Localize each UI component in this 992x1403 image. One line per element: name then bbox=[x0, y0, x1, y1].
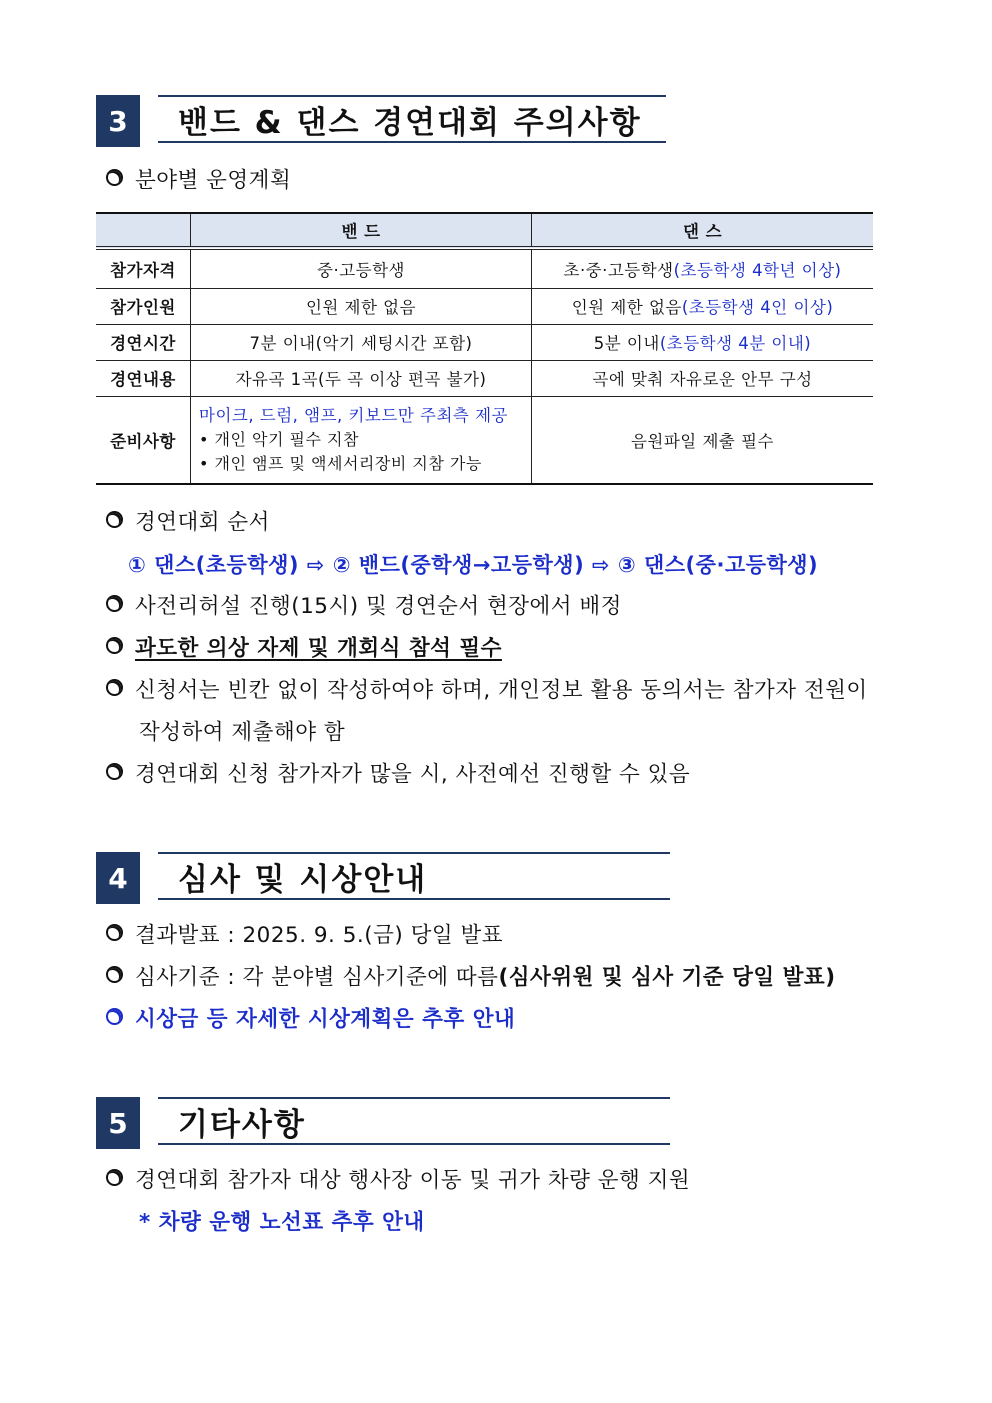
section-number: 4 bbox=[96, 852, 140, 904]
band-cell: 인원 제한 없음 bbox=[191, 288, 532, 324]
circle-bullet-icon bbox=[106, 169, 123, 186]
section-title: 심사 및 시상안내 bbox=[158, 852, 670, 900]
circle-bullet-icon bbox=[106, 511, 123, 528]
dance-cell: 초·중·고등학생(초등학생 4학년 이상) bbox=[532, 248, 874, 288]
route-note: * 차량 운행 노선표 추후 안내 bbox=[139, 1210, 425, 1235]
section-title: 기타사항 bbox=[158, 1097, 670, 1145]
application-note-cont: 작성하여 제출해야 함 bbox=[139, 720, 346, 745]
table-header-cell: 댄 스 bbox=[532, 213, 874, 248]
application-note: 신청서는 빈칸 없이 작성하여야 하며, 개인정보 활용 동의서는 참가자 전원이 bbox=[106, 676, 868, 706]
row-key: 참가자격 bbox=[96, 248, 191, 288]
table-header-cell: 밴 드 bbox=[191, 213, 532, 248]
section-number: 3 bbox=[96, 95, 140, 147]
circle-bullet-icon bbox=[106, 924, 123, 941]
circle-bullet-icon bbox=[106, 1008, 123, 1025]
table-row bbox=[96, 324, 873, 360]
row-key: 준비사항 bbox=[96, 396, 191, 484]
order-sequence: ① 댄스(초등학생) ⇨ ② 밴드(중학생→고등학생) ⇨ ③ 댄스(중·고등학생) bbox=[128, 553, 819, 577]
band-cell: 중·고등학생 bbox=[191, 248, 532, 288]
transport-note: 경연대회 참가자 대상 행사장 이동 및 귀가 차량 운행 지원 bbox=[106, 1166, 690, 1196]
dance-cell: 5분 이내(초등학생 4분 이내) bbox=[532, 324, 874, 360]
circle-bullet-icon bbox=[106, 637, 123, 654]
circle-bullet-icon bbox=[106, 763, 123, 780]
attire-note: 과도한 의상 자제 및 개회식 참석 필수 bbox=[106, 634, 502, 664]
criteria-note: 심사기준 : 각 분야별 심사기준에 따름(심사위원 및 심사 기준 당일 발표) bbox=[106, 963, 836, 993]
band-prep-note: 마이크, 드럼, 앰프, 키보드만 주최측 제공 bbox=[199, 405, 508, 425]
band-prep-cell bbox=[191, 396, 532, 484]
section-4-header bbox=[96, 852, 670, 904]
circle-bullet-icon bbox=[106, 1169, 123, 1186]
table-row bbox=[96, 360, 873, 396]
section-3-header bbox=[96, 95, 666, 147]
table-row bbox=[96, 396, 873, 484]
table-row bbox=[96, 248, 873, 288]
dance-cell: 인원 제한 없음(초등학생 4인 이상) bbox=[532, 288, 874, 324]
band-prep-item: • 개인 악기 필수 지참 bbox=[199, 429, 359, 449]
section-number: 5 bbox=[96, 1097, 140, 1149]
operation-plan-table bbox=[96, 212, 873, 485]
section-5-header bbox=[96, 1097, 670, 1149]
circle-bullet-icon bbox=[106, 679, 123, 696]
row-key: 경연내용 bbox=[96, 360, 191, 396]
band-cell: 자유곡 1곡(두 곡 이상 편곡 불가) bbox=[191, 360, 532, 396]
plan-heading: 분야별 운영계획 bbox=[106, 166, 291, 196]
row-key: 경연시간 bbox=[96, 324, 191, 360]
circle-bullet-icon bbox=[106, 966, 123, 983]
prize-note: 시상금 등 자세한 시상계획은 추후 안내 bbox=[106, 1005, 515, 1035]
band-prep-item: • 개인 앰프 및 액세서리장비 지참 가능 bbox=[199, 453, 482, 473]
table-header-row bbox=[96, 213, 873, 248]
rehearsal-note: 사전리허설 진행(15시) 및 경연순서 현장에서 배정 bbox=[106, 592, 622, 622]
dance-cell: 음원파일 제출 필수 bbox=[532, 396, 874, 484]
order-heading: 경연대회 순서 bbox=[106, 508, 270, 538]
result-note: 결과발표 : 2025. 9. 5.(금) 당일 발표 bbox=[106, 921, 503, 951]
prelim-note: 경연대회 신청 참가자가 많을 시, 사전예선 진행할 수 있음 bbox=[106, 760, 690, 790]
band-cell: 7분 이내(악기 세팅시간 포함) bbox=[191, 324, 532, 360]
circle-bullet-icon bbox=[106, 595, 123, 612]
dance-cell: 곡에 맞춰 자유로운 안무 구성 bbox=[532, 360, 874, 396]
table-row bbox=[96, 288, 873, 324]
section-title: 밴드 & 댄스 경연대회 주의사항 bbox=[158, 95, 666, 143]
row-key: 참가인원 bbox=[96, 288, 191, 324]
table-header-cell bbox=[96, 213, 191, 248]
